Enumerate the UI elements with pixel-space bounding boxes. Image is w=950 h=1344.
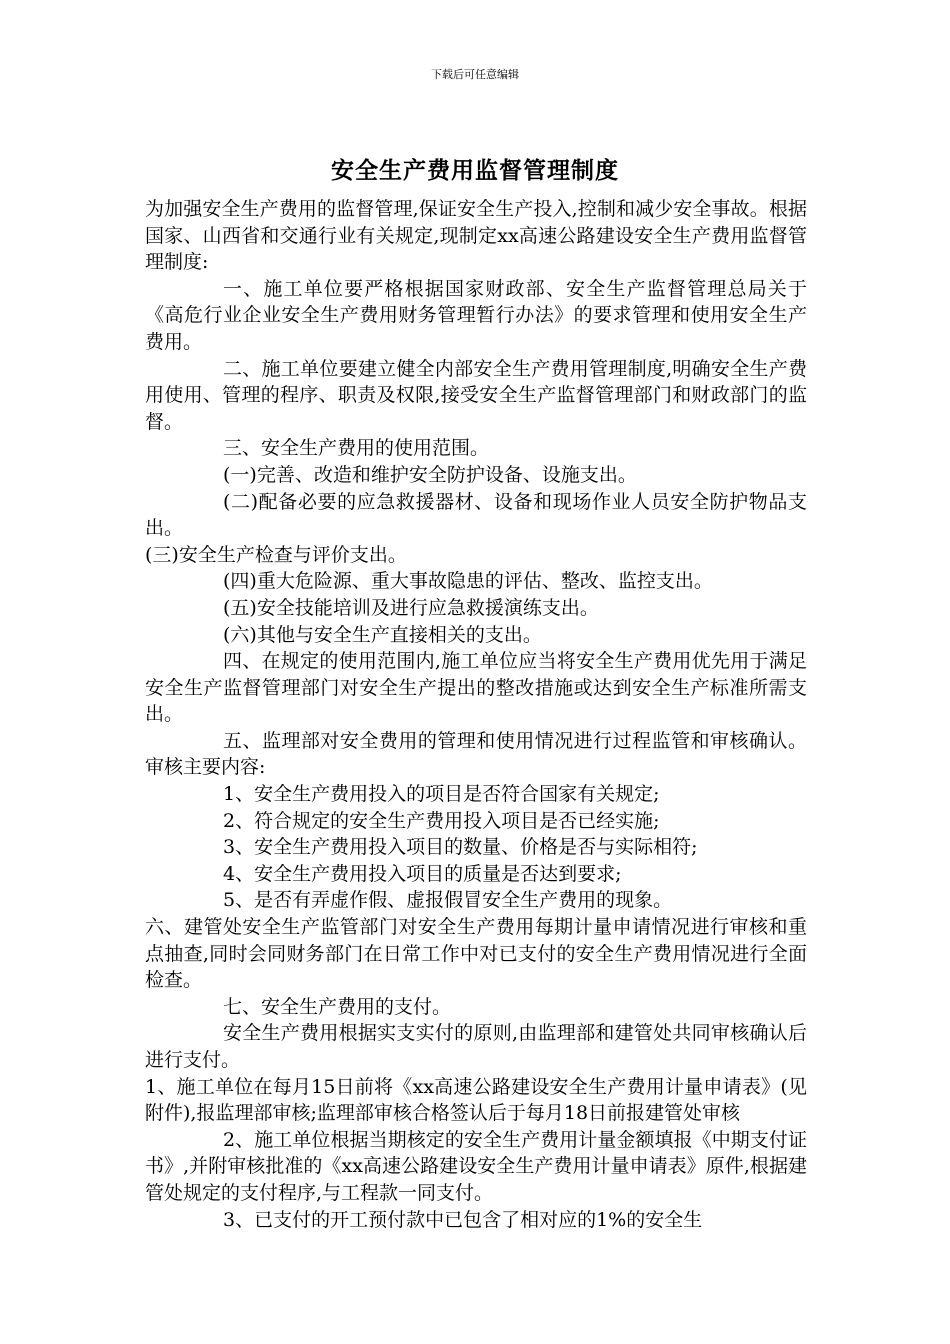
paragraph: 二、施工单位要建立健全内部安全生产费用管理制度,明确安全生产费用使用、管理的程序、职责及权限,接受安全生产监督管理部门和财政部门的监督。: [145, 357, 807, 433]
paragraph: (一)完善、改造和维护安全防护设备、设施支出。: [223, 463, 637, 486]
paragraph: 3、已支付的开工预付款中已包含了相对应的1%的安全生: [223, 1208, 703, 1231]
header-note: 下载后可任意编辑: [431, 68, 519, 81]
document-title: 安全生产费用监督管理制度: [331, 157, 619, 184]
paragraph: 3、安全生产费用投入项目的数量、价格是否与实际相符;: [223, 836, 698, 859]
paragraph: (四)重大危险源、重大事故隐患的评估、整改、监控支出。: [223, 570, 713, 593]
paragraph: 4、安全生产费用投入项目的质量是否达到要求;: [223, 862, 622, 885]
paragraph: (三)安全生产检查与评价支出。: [145, 543, 407, 566]
paragraph: 1、安全生产费用投入的项目是否符合国家有关规定;: [223, 783, 660, 806]
paragraph: 安全生产费用根据实支实付的原则,由监理部和建管处共同审核确认后进行支付。: [145, 1022, 807, 1071]
paragraph: 三、安全生产费用的使用范围。: [223, 437, 490, 460]
paragraph: 2、施工单位根据当期核定的安全生产费用计量金额填报《中期支付证书》,并附审核批准的《xx高速公路建设安全生产费用计量申请表》原件,根据建管处规定的支付程序,与工程款一同支付。: [145, 1128, 807, 1204]
paragraph: 2、符合规定的安全生产费用投入项目是否已经实施;: [223, 809, 660, 832]
paragraph: 一、施工单位要严格根据国家财政部、安全生产监督管理总局关于《高危行业企业安全生产费用财务管理暂行办法》的要求管理和使用安全生产费用。: [145, 277, 807, 353]
paragraph: (六)其他与安全生产直接相关的支出。: [223, 623, 542, 646]
document-body: [145, 196, 807, 1233]
paragraph: (二)配备必要的应急救援器材、设备和现场作业人员安全防护物品支出。: [145, 490, 807, 540]
paragraph: 六、建管处安全生产监管部门对安全生产费用每期计量申请情况进行审核和重点抽查,同时会同财务部门在日常工作中对已支付的安全生产费用情况进行全面检查。: [145, 916, 807, 992]
paragraph: 四、在规定的使用范围内,施工单位应当将安全生产费用优先用于满足安全生产监督管理部门对安全生产提出的整改措施或达到安全生产标准所需支出。: [145, 650, 807, 726]
paragraph: (五)安全技能培训及进行应急救援演练支出。: [223, 596, 599, 619]
paragraph: 5、是否有弄虚作假、虚报假冒安全生产费用的现象。: [223, 889, 673, 912]
paragraph: 为加强安全生产费用的监督管理,保证安全生产投入,控制和减少安全事故。根据国家、山西省和交通行业有关规定,现制定xx高速公路建设安全生产费用监督管理制度:: [145, 198, 807, 274]
paragraph: 1、施工单位在每月15日前将《xx高速公路建设安全生产费用计量申请表》(见附件),报监理部审核;监理部审核合格签认后于每月18日前报建管处审核: [145, 1075, 807, 1125]
paragraph: 五、监理部对安全费用的管理和使用情况进行过程监管和审核确认。审核主要内容:: [145, 729, 807, 779]
paragraph: 七、安全生产费用的支付。: [223, 995, 452, 1018]
